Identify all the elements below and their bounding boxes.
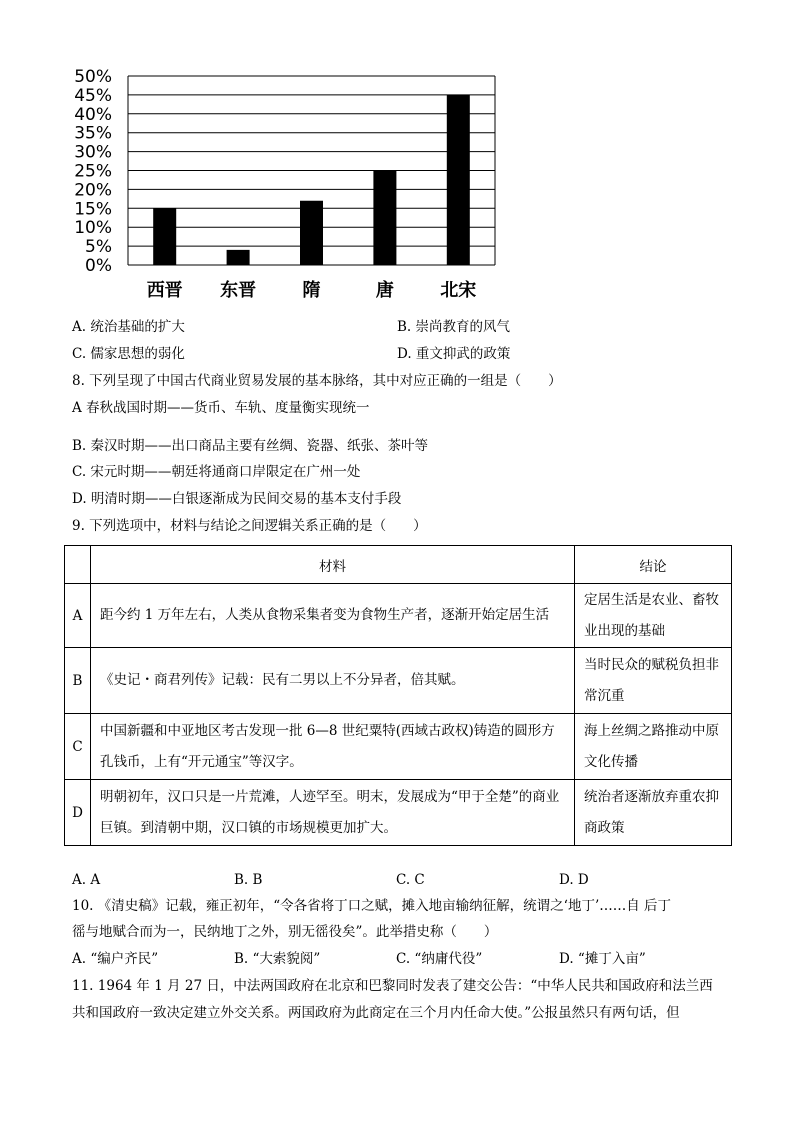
row-material: 中国新疆和中亚地区考古发现一批 6—8 世纪粟特(西域古政权)铸造的圆形方孔钱币，上有“开元通宝”等汉字。 bbox=[91, 714, 575, 780]
x-category-label: 隋 bbox=[302, 280, 321, 301]
bar bbox=[227, 250, 250, 265]
y-tick-label: 15% bbox=[74, 199, 112, 220]
q7-option-b: B. 崇尚教育的风气 bbox=[397, 319, 511, 335]
row-letter: D bbox=[65, 780, 91, 846]
x-category-labels bbox=[147, 279, 477, 301]
table-row bbox=[65, 648, 732, 714]
y-tick-labels bbox=[74, 67, 112, 276]
q7-option-c: C. 儒家思想的弱化 bbox=[72, 346, 185, 362]
q8-option-c: C. 宋元时期——朝廷将通商口岸限定在广州一处 bbox=[72, 464, 361, 480]
row-conclusion: 海上丝绸之路推动中原文化传播 bbox=[575, 714, 732, 780]
q10-option-b: B. “大索貌阅” bbox=[234, 951, 321, 967]
q11-stem-line2: 共和国政府一致决定建立外交关系。两国政府为此商定在三个月内任命大使。”公报虽然只有两句话，但 bbox=[72, 1005, 680, 1021]
q10-option-a: A. “编户齐民” bbox=[72, 951, 159, 967]
row-conclusion: 定居生活是农业、畜牧业出现的基础 bbox=[575, 584, 732, 648]
y-tick-label: 5% bbox=[85, 237, 112, 258]
q8-stem: 8. 下列呈现了中国古代商业贸易发展的基本脉络，其中对应正确的一组是（ ） bbox=[72, 373, 562, 389]
bar bbox=[447, 95, 470, 265]
q8-option-a: A 春秋战国时期——货币、车轨、度量衡实现统一 bbox=[72, 400, 370, 416]
y-tick-label: 40% bbox=[74, 104, 112, 125]
bar bbox=[300, 201, 323, 265]
q11-stem-line1: 11. 1964 年 1 月 27 日，中法两国政府在北京和巴黎同时发表了建交公告：“中华人民共和国政府和法兰西 bbox=[72, 978, 713, 994]
q7-option-a: A. 统治基础的扩大 bbox=[72, 319, 185, 335]
q10-stem-line1: 10. 《清史稿》记载，雍正初年，“令各省将丁口之赋，摊入地亩输纳征解，统谓之‘地丁’……自 后丁 bbox=[72, 898, 672, 914]
y-tick-label: 25% bbox=[74, 161, 112, 182]
y-tick-label: 45% bbox=[74, 85, 112, 106]
q9-stem: 9. 下列选项中，材料与结论之间逻辑关系正确的是（ ） bbox=[72, 518, 427, 534]
q9-option-c: C. C bbox=[396, 872, 425, 888]
table-header-conclusion: 结论 bbox=[575, 546, 732, 584]
bar-chart bbox=[70, 62, 510, 307]
row-letter: B bbox=[65, 648, 91, 714]
table-header-blank bbox=[65, 546, 91, 584]
bar bbox=[153, 208, 176, 265]
row-material: 《史记・商君列传》记载：民有二男以上不分异者，倍其赋。 bbox=[91, 648, 575, 714]
table-row bbox=[65, 780, 732, 846]
table-row bbox=[65, 714, 732, 780]
q10-option-d: D. “摊丁入亩” bbox=[559, 951, 646, 967]
y-tick-label: 50% bbox=[74, 67, 112, 87]
x-category-label: 北宋 bbox=[440, 280, 477, 301]
q9-option-b: B. B bbox=[234, 872, 263, 888]
row-letter: C bbox=[65, 714, 91, 780]
q10-option-c: C. “纳庸代役” bbox=[396, 951, 483, 967]
row-material: 明朝初年，汉口只是一片荒滩，人迹罕至。明末，发展成为“甲于全楚”的商业巨镇。到清朝中期，汉口镇的市场规模更加扩大。 bbox=[91, 780, 575, 846]
y-tick-label: 35% bbox=[74, 123, 112, 144]
table-row bbox=[65, 584, 732, 648]
q8-option-d: D. 明清时期——白银逐渐成为民间交易的基本支付手段 bbox=[72, 491, 402, 507]
table-header-material: 材料 bbox=[91, 546, 575, 584]
y-tick-label: 10% bbox=[74, 218, 112, 239]
q7-option-d: D. 重文抑武的政策 bbox=[397, 346, 511, 362]
row-conclusion: 统治者逐渐放弃重农抑商政策 bbox=[575, 780, 732, 846]
row-conclusion: 当时民众的赋税负担非常沉重 bbox=[575, 648, 732, 714]
x-category-label: 西晋 bbox=[146, 280, 183, 301]
q8-option-b: B. 秦汉时期——出口商品主要有丝绸、瓷器、纸张、茶叶等 bbox=[72, 438, 429, 454]
bar bbox=[373, 171, 396, 266]
chart-bars bbox=[153, 95, 470, 265]
row-letter: A bbox=[65, 584, 91, 648]
y-tick-label: 0% bbox=[85, 256, 112, 276]
y-tick-label: 20% bbox=[74, 180, 112, 201]
row-material: 距今约 1 万年左右，人类从食物采集者变为食物生产者，逐渐开始定居生活 bbox=[91, 584, 575, 648]
q10-stem-line2: 徭与地赋合而为一，民纳地丁之外，别无徭役矣”。此举措史称（ ） bbox=[72, 924, 498, 940]
table-header-row bbox=[65, 546, 732, 584]
q9-option-d: D. D bbox=[559, 872, 589, 888]
x-category-label: 东晋 bbox=[220, 280, 257, 301]
q9-option-a: A. A bbox=[72, 872, 101, 888]
y-tick-label: 30% bbox=[74, 142, 112, 163]
q9-table bbox=[64, 545, 732, 846]
x-category-label: 唐 bbox=[375, 280, 394, 301]
